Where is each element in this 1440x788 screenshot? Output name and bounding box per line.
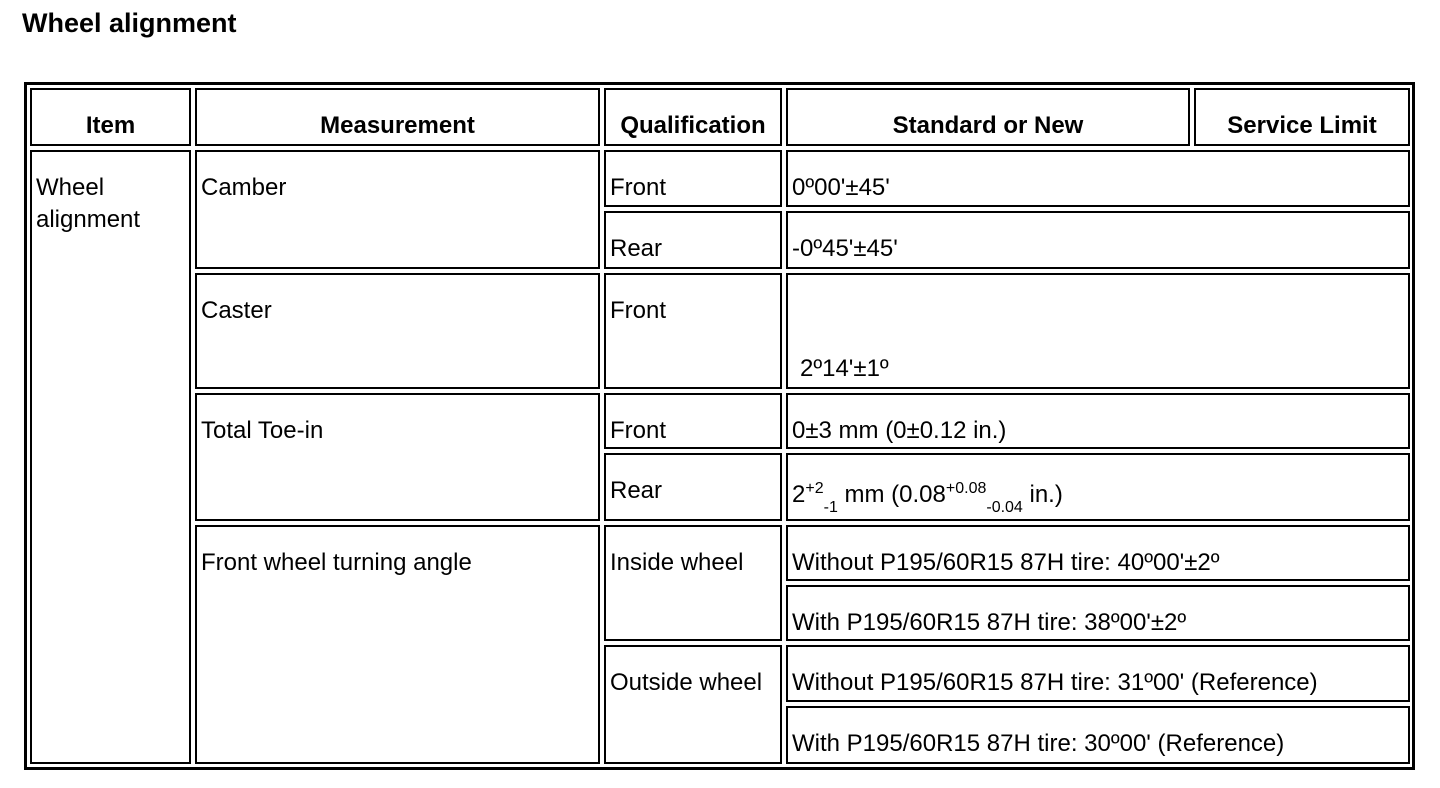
toe-front-value: 0±3 mm (0±0.12 in.) (786, 393, 1410, 449)
header-measurement: Measurement (195, 88, 600, 146)
turning-label: Front wheel turning angle (195, 525, 600, 764)
item-cell: Wheel alignment (30, 150, 191, 764)
toe-rear-sup: +2 (805, 480, 824, 497)
toe-rear-qualification: Rear (604, 453, 782, 521)
camber-front-value: 0º00'±45' (786, 150, 1410, 207)
toe-rear-mid: mm (0.08 (837, 481, 946, 508)
toe-rear-sub2: -0.04 (986, 499, 1023, 516)
page-title: Wheel alignment (22, 8, 237, 38)
toe-rear-value (786, 453, 1410, 521)
header-qualification: Qualification (604, 88, 782, 146)
camber-rear-qualification: Rear (604, 211, 782, 269)
turning-outside-qualification: Outside wheel (604, 645, 782, 764)
caster-front-qualification: Front (604, 273, 782, 389)
caster-front-value: 2º14'±1º (786, 273, 1410, 389)
toe-rear-end: in.) (1022, 481, 1063, 508)
toe-rear-sup2: +0.08 (945, 480, 987, 497)
toe-rear-sub: -1 (823, 499, 838, 516)
header-service-limit: Service Limit (1194, 88, 1410, 146)
header-standard: Standard or New (786, 88, 1190, 146)
camber-front-qualification: Front (604, 150, 782, 207)
header-item: Item (30, 88, 191, 146)
turning-inside-with: With P195/60R15 87H tire: 38º00'±2º (786, 585, 1410, 641)
camber-label: Camber (195, 150, 600, 269)
turning-outside-without: Without P195/60R15 87H tire: 31º00' (Reference) (786, 645, 1410, 702)
turning-outside-with: With P195/60R15 87H tire: 30º00' (Reference) (786, 706, 1410, 764)
toe-label: Total Toe-in (195, 393, 600, 521)
turning-inside-without: Without P195/60R15 87H tire: 40º00'±2º (786, 525, 1410, 581)
toe-rear-base: 2 (792, 481, 806, 508)
turning-inside-qualification: Inside wheel (604, 525, 782, 641)
caster-label: Caster (195, 273, 600, 389)
toe-front-qualification: Front (604, 393, 782, 449)
camber-rear-value: -0º45'±45' (786, 211, 1410, 269)
